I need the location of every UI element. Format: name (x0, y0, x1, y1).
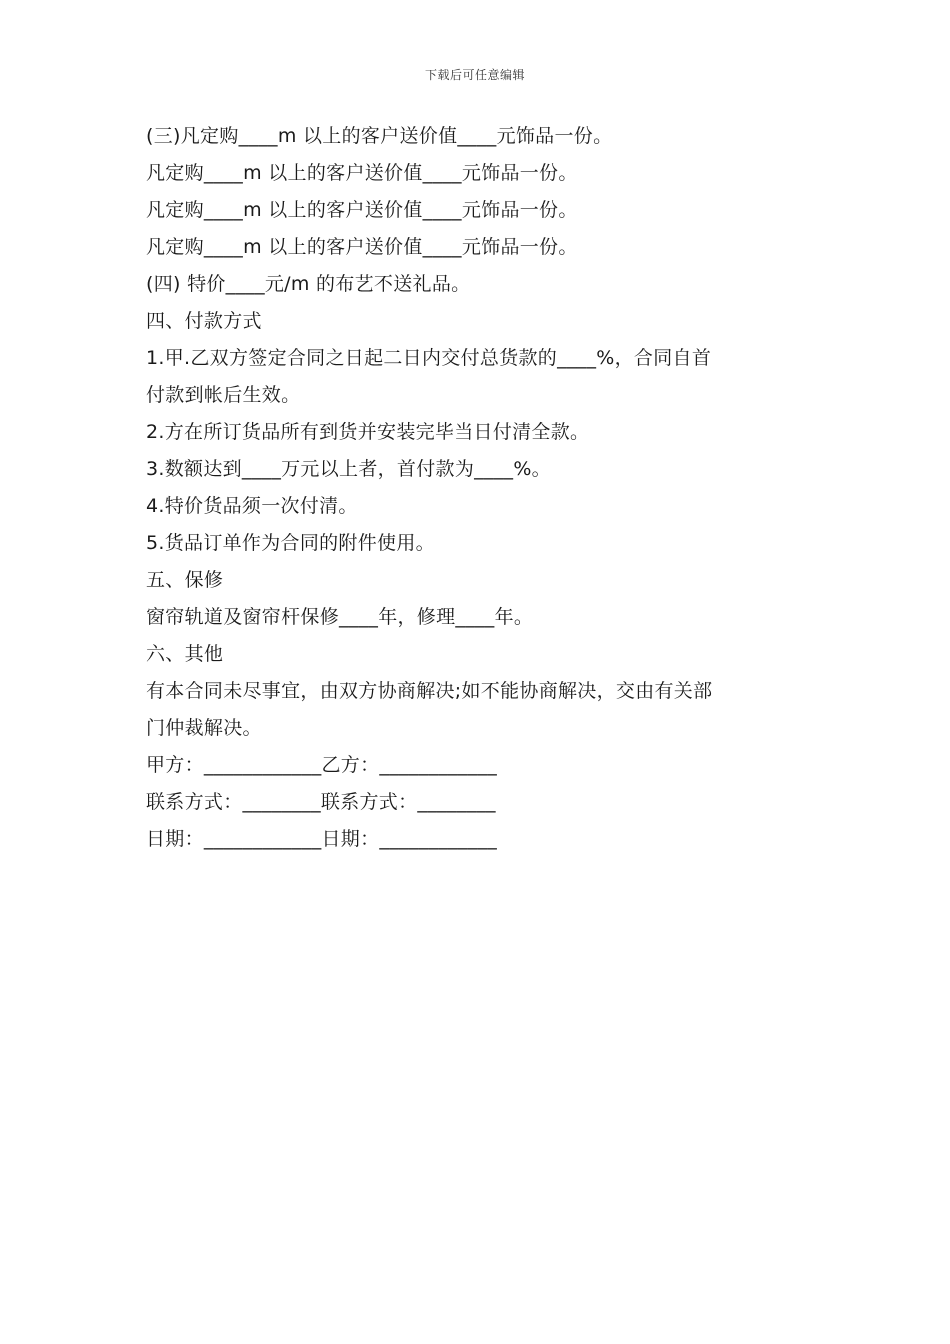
payment-item-5: 5.货品订单作为合同的附件使用。 (146, 532, 435, 554)
payment-item-3: 3.数额达到____万元以上者，首付款为____%。 (146, 458, 551, 480)
other-text: 有本合同未尽事宜，由双方协商解决;如不能协商解决，交由有关部 (146, 680, 713, 702)
other-text-cont: 门仲裁解决。 (146, 717, 262, 739)
section-heading-warranty: 五、保修 (146, 569, 224, 591)
signature-contacts: 联系方式：________联系方式：________ (146, 791, 496, 813)
payment-item-4: 4.特价货品须一次付清。 (146, 495, 358, 517)
warranty-text: 窗帘轨道及窗帘杆保修____年，修理____年。 (146, 606, 534, 628)
section-heading-payment: 四、付款方式 (146, 310, 262, 332)
signature-dates: 日期：____________日期：____________ (146, 828, 497, 850)
payment-item-2: 2.方在所订货品所有到货并安装完毕当日付清全款。 (146, 421, 590, 443)
payment-item-1: 1.甲.乙双方签定合同之日起二日内交付总货款的____%，合同自首 (146, 347, 712, 369)
section-heading-other: 六、其他 (146, 643, 224, 665)
payment-item-1-cont: 付款到帐后生效。 (146, 384, 301, 406)
gift-clause-3: (三)凡定购____m 以上的客户送价值____元饰品一份。 (146, 125, 613, 147)
gift-clause-4: (四) 特价____元/m 的布艺不送礼品。 (146, 273, 471, 295)
signature-parties: 甲方：____________乙方：____________ (146, 754, 497, 776)
document-body (146, 118, 816, 858)
gift-clause-3c: 凡定购____m 以上的客户送价值____元饰品一份。 (146, 199, 578, 221)
gift-clause-3b: 凡定购____m 以上的客户送价值____元饰品一份。 (146, 162, 578, 184)
gift-clause-3d: 凡定购____m 以上的客户送价值____元饰品一份。 (146, 236, 578, 258)
page-header: 下载后可任意编辑 (424, 68, 525, 82)
